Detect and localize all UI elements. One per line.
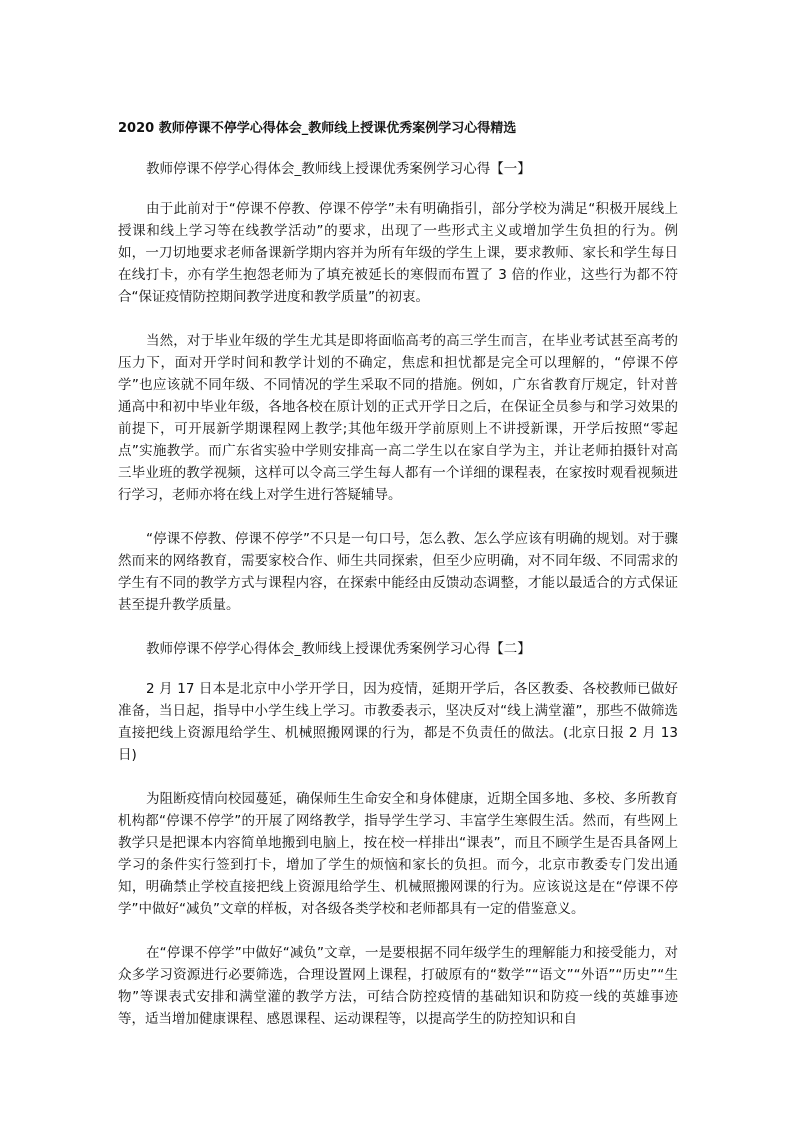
section-heading: 教师停课不停学心得体会_教师线上授课优秀案例学习心得【一】 [146, 161, 531, 177]
paragraph: 在“停课不停学”中做好“减负”文章，一是要根据不同年级学生的理解能力和接受能力，对众多学习资源进行必要筛选，合理设置网上课程，打破原有的“数学”“语文”“外语”“历史”“生物”等课表式安排和满堂灌的教学方法，可结合防控疫情的基础知识和防疫一线的英雄事迹等，适当增加健康课程、感恩课程、运动课程等，以提高学生的防控知识和自 [118, 945, 678, 1027]
paragraph: 当然，对于毕业年级的学生尤其是即将面临高考的高三学生而言，在毕业考试甚至高考的压力下，面对开学时间和教学计划的不确定，焦虑和担忧都是完全可以理解的，“停课不停学”也应该就不同年级、不同情况的学生采取不同的措施。例如，广东省教育厅规定，针对普通高中和初中毕业年级，各地各校在原计划的正式开学日之后，在保证全员参与和学习效果的前提下，可开展新学期课程网上教学;其他年级开学前原则上不讲授新课，开学后按照“零起点”实施教学。而广东省实验中学则安排高一高二学生以在家自学为主，并让老师拍摄针对高三毕业班的教学视频，这样可以令高三学生每人都有一个详细的课程表，在家按时观看视频进行学习，老师亦将在线上对学生进行答疑辅导。 [118, 333, 678, 503]
paragraph: 为阻断疫情向校园蔓延，确保师生生命安全和身体健康，近期全国多地、多校、多所教育机构都“停课不停学”的开展了网络教学，指导学生学习、丰富学生寒假生活。然而，有些网上教学只是把课本内容简单地搬到电脑上，按在校一样排出“课表”，而且不顾学生是否具备网上学习的条件实行签到打卡，增加了学生的烦恼和家长的负担。而今，北京市教委专门发出通知，明确禁止学校直接把线上资源甩给学生、机械照搬网课的行为。应该说这是在“停课不停学”中做好“减负”文章的样板，对各级各类学校和老师都具有一定的借鉴意义。 [118, 791, 678, 917]
section-two [118, 638, 678, 1030]
paragraph: “停课不停教、停课不停学”不只是一句口号，怎么教、怎么学应该有明确的规划。对于骤然而来的网络教育，需要家校合作、师生共同探索，但至少应明确，对不同年级、不同需求的学生有不同的教学方式与课程内容，在探索中能经由反馈动态调整，才能以最适合的方式保证甚至提升教学质量。 [118, 531, 678, 613]
document-page [118, 118, 678, 1052]
document-title: 2020 教师停课不停学心得体会_教师线上授课优秀案例学习心得精选 [118, 121, 517, 136]
paragraph: 2 月 17 日本是北京中小学开学日，因为疫情，延期开学后，各区教委、各校教师已做好准备，当日起，指导中小学生线上学习。市教委表示，坚决反对“线上满堂灌”，那些不做筛选直接把线上资源甩给学生、机械照搬网课的行为，都是不负责任的做法。(北京日报 2 月 13 日) [118, 681, 678, 763]
section-one [118, 158, 678, 616]
paragraph: 由于此前对于“停课不停教、停课不停学”未有明确指引，部分学校为满足“积极开展线上授课和线上学习等在线教学活动”的要求，出现了一些形式主义或增加学生负担的行为。例如，一刀切地要求老师备课新学期内容并为所有年级的学生上课，要求教师、家长和学生每日在线打卡，亦有学生抱怨老师为了填充被延长的寒假而布置了 3 倍的作业，这些行为都不符合“保证疫情防控期间教学进度和教学质量”的初衷。 [118, 201, 678, 305]
section-heading: 教师停课不停学心得体会_教师线上授课优秀案例学习心得【二】 [146, 641, 531, 657]
